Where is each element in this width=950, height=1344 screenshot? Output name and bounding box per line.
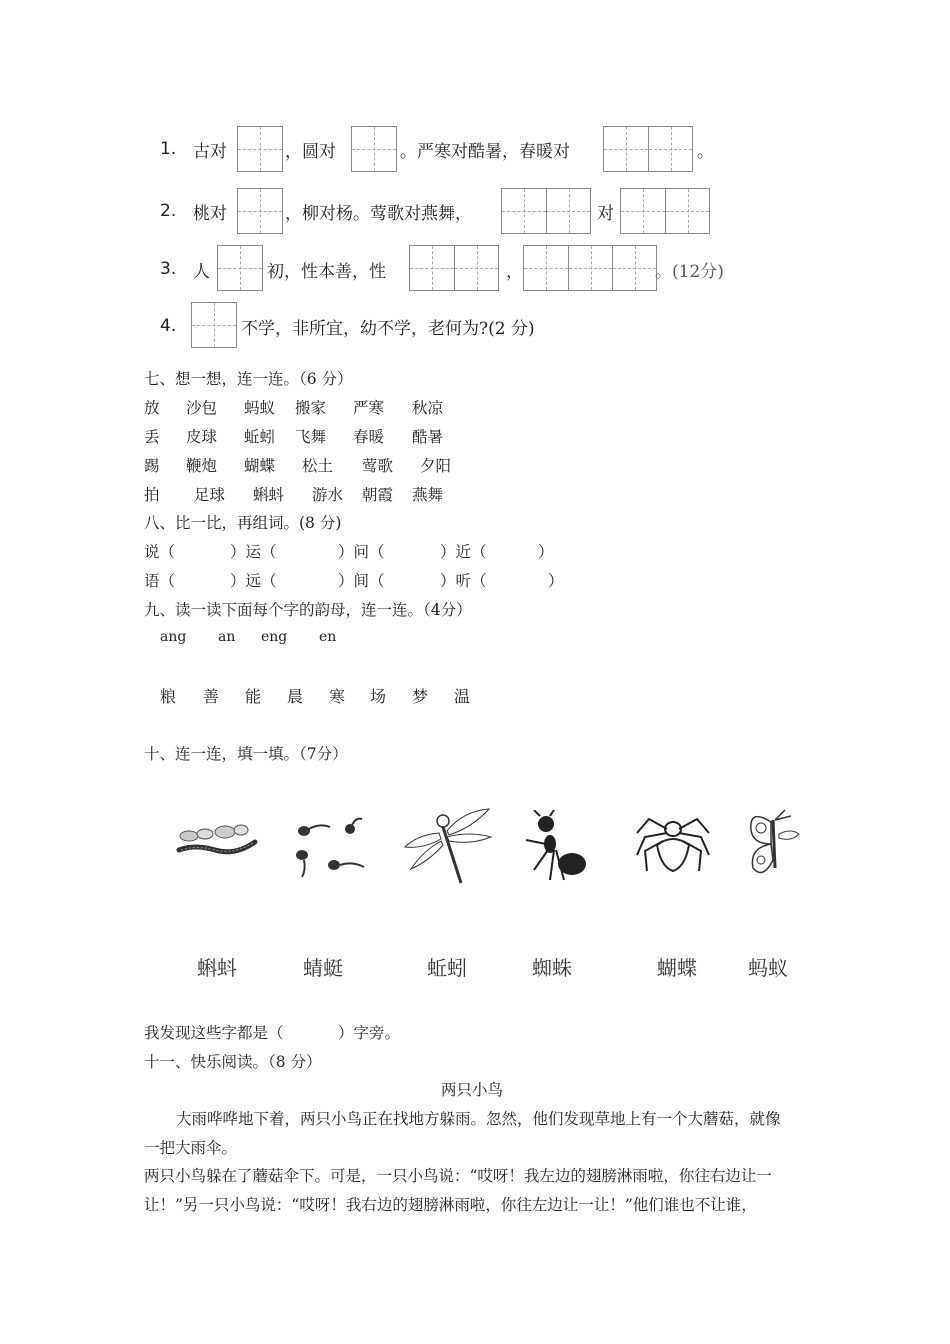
- word-group-item: ）运（: [230, 543, 277, 561]
- butterfly-picture[interactable]: [745, 808, 803, 882]
- matching-word[interactable]: 踢: [144, 457, 160, 475]
- word-group-item: ）: [538, 543, 554, 561]
- matching-word[interactable]: 鞭炮: [186, 457, 218, 475]
- story-paragraph: 两只小鸟躲在了蘑菇伞下。可是，一只小鸟说：“哎呀！我左边的翅膀淋雨啦，你往右边让一: [144, 1167, 772, 1185]
- answer-grid[interactable]: [603, 126, 693, 172]
- section-9-title: 九、读一读下面每个字的韵母，连一连。（4分）: [144, 601, 472, 619]
- matching-word[interactable]: 蚂蚁: [244, 399, 276, 417]
- section-7-title: 七、想一想，连一连。（6 分）: [144, 370, 353, 388]
- discover-text: 我发现这些字都是（: [144, 1024, 284, 1042]
- matching-word[interactable]: 秋凉: [412, 399, 444, 417]
- matching-word[interactable]: 足球: [194, 486, 226, 504]
- final-item[interactable]: eng: [261, 629, 288, 645]
- fill-text: ，柳对杨。莺歌对燕舞，: [285, 204, 472, 224]
- word-group-item: ）问（: [338, 543, 385, 561]
- matching-word[interactable]: 朝霞: [362, 486, 394, 504]
- char-item[interactable]: 温: [454, 687, 471, 706]
- fill-text: ，: [506, 262, 523, 282]
- insect-label[interactable]: 蜻蜓: [303, 956, 343, 980]
- matching-word[interactable]: 夕阳: [420, 457, 452, 475]
- question-number: 4.: [160, 316, 177, 336]
- final-item[interactable]: en: [319, 629, 337, 645]
- matching-word[interactable]: 蝴蝶: [244, 457, 276, 475]
- char-item[interactable]: 寒: [329, 687, 346, 706]
- fill-text: 。(12分): [655, 262, 724, 282]
- word-group-item: 说（: [144, 543, 176, 561]
- answer-grid[interactable]: [191, 302, 237, 348]
- matching-word[interactable]: 游水: [312, 486, 344, 504]
- char-item[interactable]: 晨: [287, 687, 304, 706]
- answer-grid[interactable]: [523, 245, 657, 291]
- matching-word[interactable]: 丢: [144, 428, 160, 446]
- word-group-item: ）近（: [440, 543, 487, 561]
- final-item[interactable]: an: [218, 629, 236, 645]
- matching-word[interactable]: 飞舞: [295, 428, 327, 446]
- matching-word[interactable]: 沙包: [186, 399, 218, 417]
- matching-word[interactable]: 皮球: [186, 428, 218, 446]
- matching-word[interactable]: 蝌蚪: [253, 486, 285, 504]
- fill-text: 。严寒对酷暑，春暖对: [400, 142, 570, 162]
- matching-word[interactable]: 严寒: [353, 399, 385, 417]
- fill-text: 对: [597, 204, 614, 224]
- answer-grid[interactable]: [620, 188, 710, 234]
- char-item[interactable]: 善: [203, 687, 220, 706]
- word-group-item: ）: [548, 572, 564, 590]
- answer-grid[interactable]: [237, 188, 283, 234]
- answer-grid[interactable]: [237, 126, 283, 172]
- fill-text: 人: [193, 262, 210, 282]
- word-group-row-1: [144, 540, 564, 560]
- fill-text: 桃对: [193, 204, 227, 224]
- insect-label[interactable]: 蝌蚪: [197, 956, 237, 980]
- earthworm-picture[interactable]: [175, 822, 265, 870]
- insect-label[interactable]: 蚯蚓: [427, 956, 467, 980]
- matching-word[interactable]: 拍: [144, 486, 160, 504]
- insect-label[interactable]: 蜘蛛: [532, 956, 572, 980]
- fill-text: 初，性本善，性: [267, 262, 386, 282]
- matching-word[interactable]: 松土: [302, 457, 334, 475]
- answer-grid[interactable]: [501, 188, 591, 234]
- fill-text: ，圆对: [285, 142, 336, 162]
- ant-picture[interactable]: [520, 810, 590, 882]
- char-item[interactable]: 能: [245, 687, 262, 706]
- insect-label[interactable]: 蚂蚁: [748, 956, 788, 980]
- discover-text: ）字旁。: [338, 1024, 401, 1042]
- question-number: 2.: [160, 201, 177, 221]
- question-number: 1.: [160, 139, 177, 159]
- matching-word[interactable]: 酷暑: [412, 428, 444, 446]
- answer-grid[interactable]: [409, 245, 499, 291]
- fill-text: 。: [697, 142, 714, 162]
- story-title: 两只小鸟: [441, 1081, 504, 1099]
- section-8-title: 八、比一比，再组词。(8 分): [144, 514, 342, 532]
- word-group-item: ）间（: [338, 572, 385, 590]
- story-paragraph: 让！”另一只小鸟说：“哎呀！我右边的翅膀淋雨啦，你往左边让一让！”他们谁也不让谁，: [144, 1196, 757, 1214]
- matching-word[interactable]: 搬家: [295, 399, 327, 417]
- discover-line: [144, 1021, 404, 1041]
- char-item[interactable]: 梦: [412, 687, 429, 706]
- dragonfly-picture[interactable]: [403, 805, 493, 887]
- char-item[interactable]: 场: [370, 687, 387, 706]
- section-11-title: 十一、快乐阅读。（8 分）: [144, 1053, 322, 1071]
- matching-word[interactable]: 莺歌: [362, 457, 394, 475]
- word-group-item: ）听（: [440, 572, 487, 590]
- word-group-item: ）远（: [230, 572, 277, 590]
- story-paragraph: 一把大雨伞。: [144, 1139, 238, 1157]
- answer-grid[interactable]: [217, 245, 263, 291]
- question-number: 3.: [160, 259, 177, 279]
- char-item[interactable]: 粮: [160, 687, 177, 706]
- answer-grid[interactable]: [351, 126, 397, 172]
- matching-word[interactable]: 燕舞: [412, 486, 444, 504]
- matching-word[interactable]: 蚯蚓: [244, 428, 276, 446]
- section-10-title: 十、连一连，填一填。（7分）: [144, 745, 348, 763]
- final-item[interactable]: ang: [160, 629, 187, 645]
- matching-word[interactable]: 放: [144, 399, 160, 417]
- tadpoles-picture[interactable]: [290, 815, 370, 883]
- word-group-item: 语（: [144, 572, 176, 590]
- insect-label[interactable]: 蝴蝶: [657, 956, 697, 980]
- word-group-row-2: [144, 569, 564, 589]
- matching-word[interactable]: 春暖: [353, 428, 385, 446]
- story-paragraph: 大雨哗哗地下着，两只小鸟正在找地方躲雨。忽然，他们发现草地上有一个大蘑菇，就像: [176, 1110, 781, 1128]
- fill-text: 不学，非所宜，幼不学，老何为?(2 分): [241, 319, 535, 339]
- spider-picture[interactable]: [633, 815, 713, 875]
- fill-text: 古对: [193, 142, 227, 162]
